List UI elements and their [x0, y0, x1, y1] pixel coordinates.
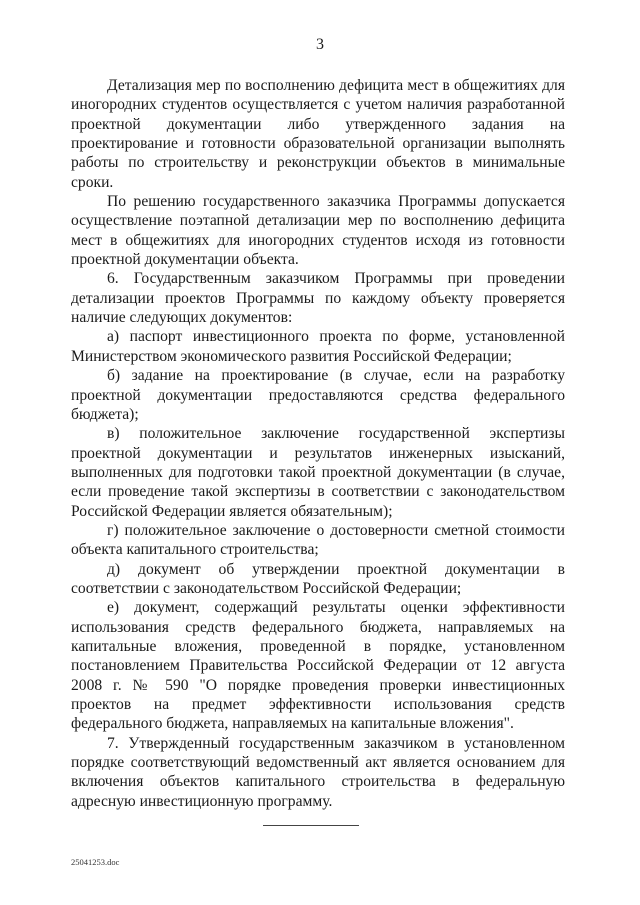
paragraph: б) задание на проектирование (в случае, если на разработку проектной документации предоставляются средства федерального бюджета);: [71, 367, 565, 423]
paragraph: а) паспорт инвестиционного проекта по форме, установленной Министерством экономического развития Российской Федерации;: [71, 328, 565, 365]
paragraph: 7. Утвержденный государственным заказчиком в установленном порядке соответствующий ведомственный акт является основанием для включения объектов капитального строительства в федеральную адресную инвестиционную программу.: [71, 734, 565, 810]
document-body: [71, 76, 565, 811]
paragraph: Детализация мер по восполнению дефицита мест в общежитиях для иногородних студентов осуществляется с учетом наличия разработанной проектной документации либо утвержденного задания на проектирование и готовности образовательной организации выполнять работы по строительству и реконструкции объектов в минимальные сроки.: [71, 77, 565, 191]
paragraph: 6. Государственным заказчиком Программы при проведении детализации проектов Программы по каждому объекту проверяется наличие следующих документов:: [71, 270, 565, 327]
page-number: 3: [316, 36, 324, 53]
paragraph: д) документ об утверждении проектной документации в соответствии с законодательством Российской Федерации;: [71, 560, 565, 597]
paragraph: г) положительное заключение о достоверности сметной стоимости объекта капитального строительства;: [71, 521, 565, 559]
paragraph: в) положительное заключение государственной экспертизы проектной документации и результатов инженерных изысканий, выполненных для подготовки такой проектной документации (в случае, если проведение такой экспертизы в соответствии с законодательством Российской Федерации является обязательным);: [71, 425, 565, 520]
end-divider: [263, 825, 359, 826]
paragraph: По решению государственного заказчика Программы допускается осуществление поэтапной детализации мер по восполнению дефицита мест в общежитиях для иногородних студентов исходя из готовности проектной документации объекта.: [71, 193, 565, 269]
paragraph: е) документ, содержащий результаты оценки эффективности использования средств федерального бюджета, направляемых на капитальные вложения, проведенной в порядке, установленном постановлением Правительства Российской Федерации от 12 августа 2008 г. № 590 "О порядке проведения проверки инвестиционных проектов на предмет эффективности использования средств федерального бюджета, направляемых на капитальные вложения".: [71, 599, 565, 733]
file-name-footer: 25041253.doc: [71, 857, 120, 867]
